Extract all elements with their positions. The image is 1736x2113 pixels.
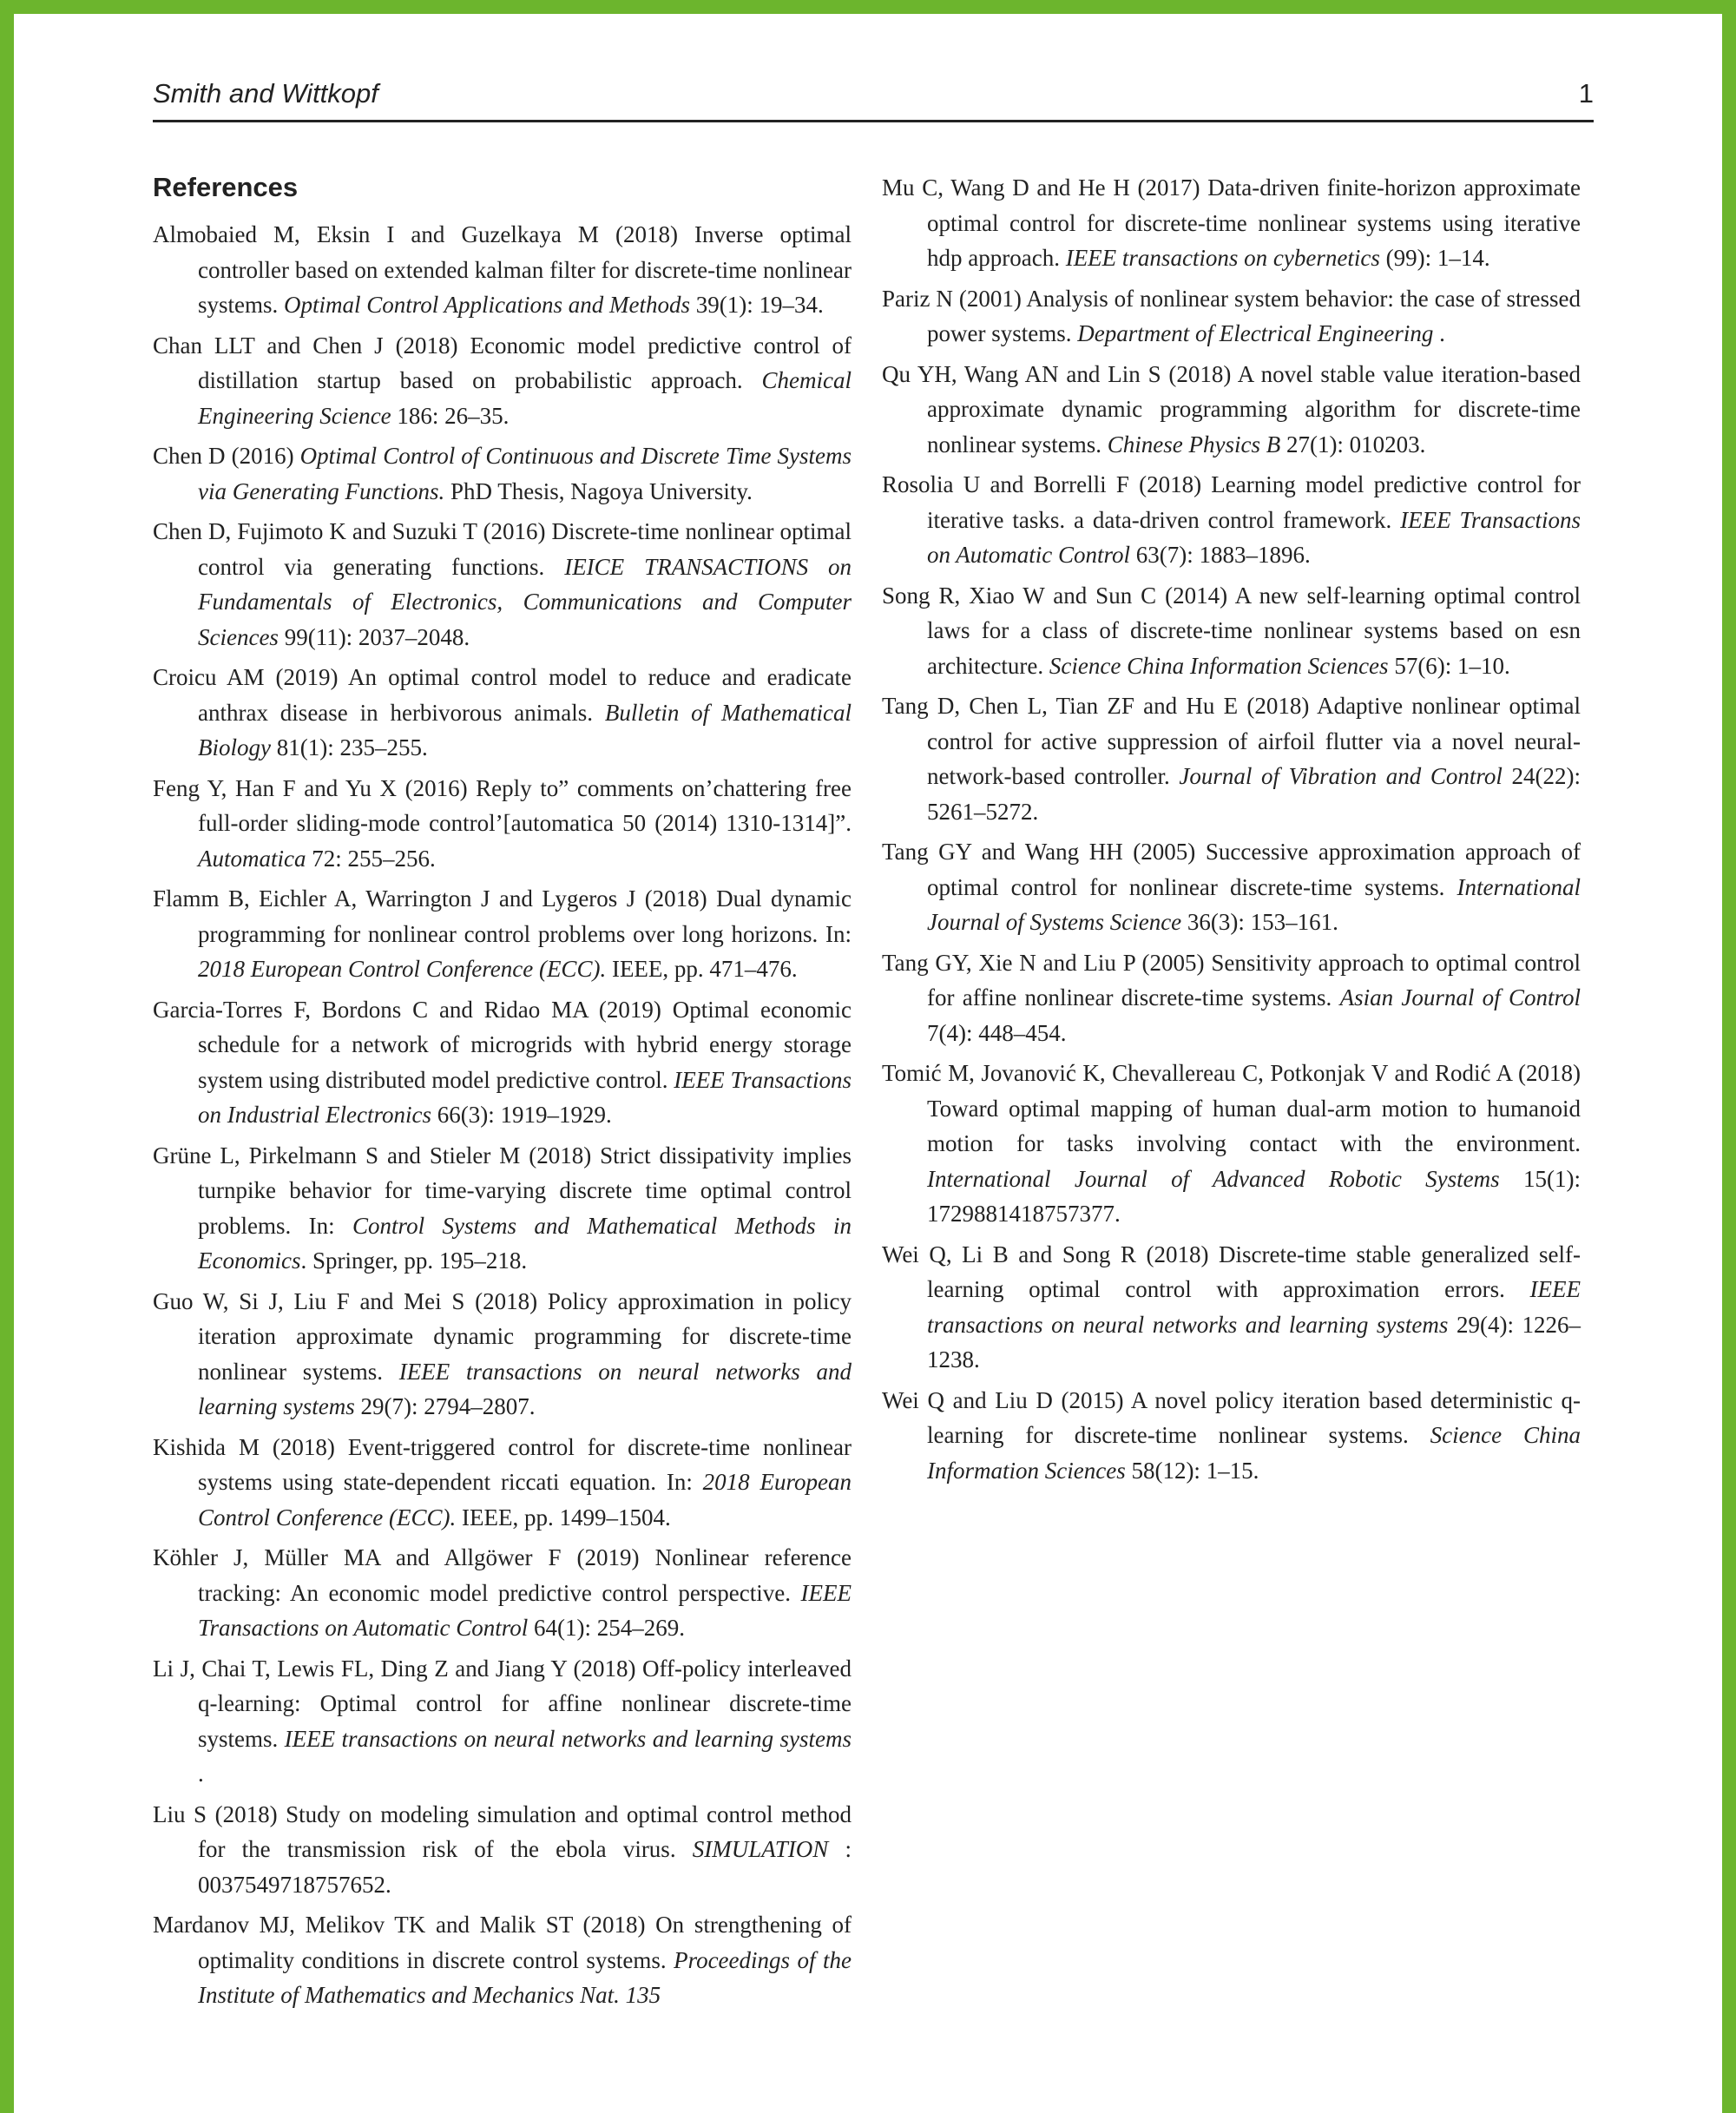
reference-entry: [882, 467, 1581, 573]
reference-text: Kishida M (2018) Event-triggered control for discrete-time nonlinear systems using state-dependent riccati equation. In:: [153, 1433, 852, 1495]
reference-text: Li J, Chai T, Lewis FL, Ding Z and Jiang Y (2018) Off-policy interleaved q-learning: Optimal control for affine nonlinear discrete-time systems.: [153, 1655, 852, 1752]
reference-entry: [153, 1284, 852, 1425]
reference-entry: [153, 1907, 852, 2013]
reference-details: IEEE, pp. 471–476.: [606, 956, 798, 982]
reference-text: Song R, Xiao W and Sun C (2014) A new self-learning optimal control laws for a class of discrete-time nonlinear systems based on esn architecture.: [882, 582, 1581, 679]
reference-venue: Automatica: [198, 845, 306, 872]
reference-entry: [153, 438, 852, 509]
reference-entry: [153, 1651, 852, 1792]
reference-details: 57(6): 1–10.: [1388, 652, 1510, 679]
reference-entry: [882, 281, 1581, 352]
reference-entry: [153, 771, 852, 877]
reference-entry: [153, 1797, 852, 1903]
reference-text: Köhler J, Müller MA and Allgöwer F (2019) Nonlinear reference tracking: An economic model predictive control perspective.: [153, 1544, 852, 1606]
reference-text: Chen D, Fujimoto K and Suzuki T (2016) Discrete-time nonlinear optimal control via generating functions.: [153, 518, 852, 580]
reference-text: Almobaied M, Eksin I and Guzelkaya M (2018) Inverse optimal controller based on extended kalman filter for discrete-time nonlinear systems.: [153, 221, 852, 318]
reference-venue: IEEE Transactions on Automatic Control: [927, 506, 1581, 568]
reference-venue: Department of Electrical Engineering: [1077, 320, 1434, 346]
reference-venue: IEEE transactions on neural networks and learning systems: [284, 1725, 852, 1752]
reference-venue: Optimal Control of Continuous and Discrete Time Systems via Generating Functions.: [198, 443, 852, 504]
reference-text: Tomić M, Jovanović K, Chevallereau C, Potkonjak V and Rodić A (2018) Toward optimal mapping of human dual-arm motion to humanoid motion for tasks involving contact with the environment.: [882, 1060, 1581, 1156]
reference-text: Tang GY, Xie N and Liu P (2005) Sensitivity approach to optimal control for affine nonlinear discrete-time systems.: [882, 949, 1581, 1010]
reference-details: : 0037549718757652.: [198, 1836, 852, 1898]
reference-venue: Chinese Physics B: [1107, 431, 1281, 457]
left-reference-list: [153, 217, 852, 2013]
reference-details: 58(12): 1–15.: [1125, 1457, 1259, 1484]
reference-entry: [882, 578, 1581, 684]
reference-text: Wei Q, Li B and Song R (2018) Discrete-time stable generalized self-learning optimal control with approximation errors.: [882, 1241, 1581, 1302]
reference-text: Chen D (2016): [153, 443, 300, 469]
reference-text: Guo W, Si J, Liu F and Mei S (2018) Policy approximation in policy iteration approximate dynamic programming for discrete-time nonlinear systems.: [153, 1287, 852, 1385]
reference-details: 7(4): 448–454.: [927, 1019, 1067, 1046]
reference-details: (99): 1–14.: [1379, 245, 1490, 271]
reference-entry: [882, 945, 1581, 1051]
reference-venue: IEEE transactions on neural networks and learning systems: [927, 1276, 1581, 1338]
references-heading: References: [153, 172, 299, 202]
running-header: [153, 76, 1594, 122]
reference-text: Liu S (2018) Study on modeling simulation and optimal control method for the transmission risk of the ebola virus.: [153, 1800, 852, 1862]
reference-venue: International Journal of Systems Science: [927, 873, 1581, 935]
reference-venue: Control Systems and Mathematical Methods in Economics: [198, 1212, 852, 1274]
reference-text: Qu YH, Wang AN and Lin S (2018) A novel stable value iteration-based approximate dynamic programming algorithm for discrete-time nonlinear systems.: [882, 360, 1581, 457]
reference-venue: IEICE TRANSACTIONS on Fundamentals of Electronics, Communications and Computer Sciences: [198, 553, 852, 650]
reference-venue: International Journal of Advanced Robotic Systems: [927, 1165, 1500, 1192]
reference-venue: IEEE Transactions on Automatic Control: [198, 1579, 852, 1641]
reference-entry: [882, 688, 1581, 829]
right-reference-list: [882, 170, 1581, 1488]
reference-details: 99(11): 2037–2048.: [278, 623, 470, 650]
reference-entry: [153, 992, 852, 1133]
reference-entry: [153, 881, 852, 987]
reference-details: PhD Thesis, Nagoya University.: [444, 477, 753, 504]
reference-venue: Science China Information Sciences: [1049, 652, 1389, 679]
reference-text: Croicu AM (2019) An optimal control model to reduce and eradicate anthrax disease in herbivorous animals.: [153, 664, 852, 726]
reference-text: Mardanov MJ, Melikov TK and Malik ST (2018) On strengthening of optimality conditions in discrete control systems.: [153, 1912, 852, 1973]
reference-details: 72: 255–256.: [306, 845, 436, 872]
reference-details: 39(1): 19–34.: [690, 292, 824, 318]
reference-details: IEEE, pp. 1499–1504.: [456, 1504, 671, 1530]
reference-venue: SIMULATION: [692, 1836, 829, 1862]
reference-venue: IEEE transactions on neural networks and learning systems: [198, 1358, 852, 1419]
reference-details: 64(1): 254–269.: [528, 1615, 686, 1641]
reference-venue: Bulletin of Mathematical Biology: [198, 699, 852, 760]
reference-entry: [882, 1237, 1581, 1378]
reference-entry: [153, 1138, 852, 1279]
reference-venue: Asian Journal of Control: [1339, 984, 1581, 1010]
reference-details: 66(3): 1919–1929.: [431, 1102, 612, 1128]
reference-venue: 2018 European Control Conference (ECC).: [198, 1469, 852, 1530]
reference-venue: Proceedings of the Institute of Mathematics and Mechanics Nat. 135: [198, 1946, 852, 2008]
reference-text: Garcia-Torres F, Bordons C and Ridao MA (2019) Optimal economic schedule for a network of microgrids with hybrid energy storage system using distributed model predictive control.: [153, 996, 852, 1093]
reference-entry: [153, 660, 852, 766]
running-head-authors: Smith and Wittkopf: [153, 78, 378, 109]
reference-text: Mu C, Wang D and He H (2017) Data-driven finite-horizon approximate optimal control for discrete-time nonlinear systems using iterative hdp approach.: [882, 174, 1581, 271]
reference-details: .: [1433, 320, 1445, 346]
reference-details: .: [198, 1761, 204, 1787]
reference-entry: [153, 217, 852, 323]
left-column: [153, 170, 852, 2018]
reference-details: 186: 26–35.: [391, 402, 510, 429]
reference-entry: [882, 834, 1581, 940]
reference-entry: [882, 1056, 1581, 1232]
reference-text: Rosolia U and Borrelli F (2018) Learning model predictive control for iterative tasks. a data-driven control framework.: [882, 471, 1581, 533]
reference-details: 29(4): 1226–1238.: [927, 1311, 1581, 1372]
reference-details: 24(22): 5261–5272.: [927, 763, 1581, 825]
reference-venue: Science China Information Sciences: [927, 1422, 1581, 1484]
reference-venue: Chemical Engineering Science: [198, 367, 852, 429]
reference-details: 27(1): 010203.: [1280, 431, 1426, 457]
reference-details: 29(7): 2794–2807.: [354, 1393, 536, 1419]
reference-entry: [153, 1430, 852, 1536]
reference-details: 81(1): 235–255.: [270, 734, 428, 760]
reference-venue: 2018 European Control Conference (ECC).: [198, 956, 607, 982]
reference-text: Grüne L, Pirkelmann S and Stieler M (2018) Strict dissipativity implies turnpike behavior for time-varying discrete time optimal control problems. In:: [153, 1142, 852, 1239]
page-number: 1: [1578, 78, 1594, 109]
reference-details: . Springer, pp. 195–218.: [300, 1247, 528, 1274]
reference-text: Tang D, Chen L, Tian ZF and Hu E (2018) Adaptive nonlinear optimal control for active suppression of airfoil flutter via a novel neural-network-based controller.: [882, 693, 1581, 789]
reference-entry: [882, 170, 1581, 276]
reference-entry: [882, 1383, 1581, 1489]
reference-venue: IEEE Transactions on Industrial Electronics: [198, 1066, 852, 1128]
reference-text: Chan LLT and Chen J (2018) Economic model predictive control of distillation startup based on probabilistic approach.: [153, 332, 852, 393]
reference-text: Pariz N (2001) Analysis of nonlinear system behavior: the case of stressed power systems.: [882, 285, 1581, 346]
reference-text: Wei Q and Liu D (2015) A novel policy iteration based deterministic q-learning for discrete-time nonlinear systems.: [882, 1386, 1581, 1448]
reference-text: Feng Y, Han F and Yu X (2016) Reply to” comments on’chattering free full-order sliding-mode control’[automatica 50 (2014) 1310-1314]”.: [153, 774, 852, 836]
reference-venue: IEEE transactions on cybernetics: [1065, 245, 1380, 271]
reference-entry: [153, 328, 852, 434]
paper-page: [14, 14, 1722, 2113]
reference-details: 63(7): 1883–1896.: [1130, 542, 1311, 568]
reference-details: 36(3): 153–161.: [1181, 909, 1338, 935]
right-column: [882, 170, 1581, 1493]
reference-entry: [882, 357, 1581, 463]
reference-venue: Journal of Vibration and Control: [1179, 763, 1503, 789]
reference-text: Tang GY and Wang HH (2005) Successive approximation approach of optimal control for nonlinear discrete-time systems.: [882, 839, 1581, 900]
reference-text: Flamm B, Eichler A, Warrington J and Lygeros J (2018) Dual dynamic programming for nonlinear control problems over long horizons. In:: [153, 885, 852, 947]
reference-entry: [153, 1540, 852, 1646]
reference-venue: Optimal Control Applications and Methods: [284, 292, 691, 318]
reference-details: 15(1): 1729881418757377.: [927, 1165, 1581, 1227]
reference-entry: [153, 514, 852, 655]
